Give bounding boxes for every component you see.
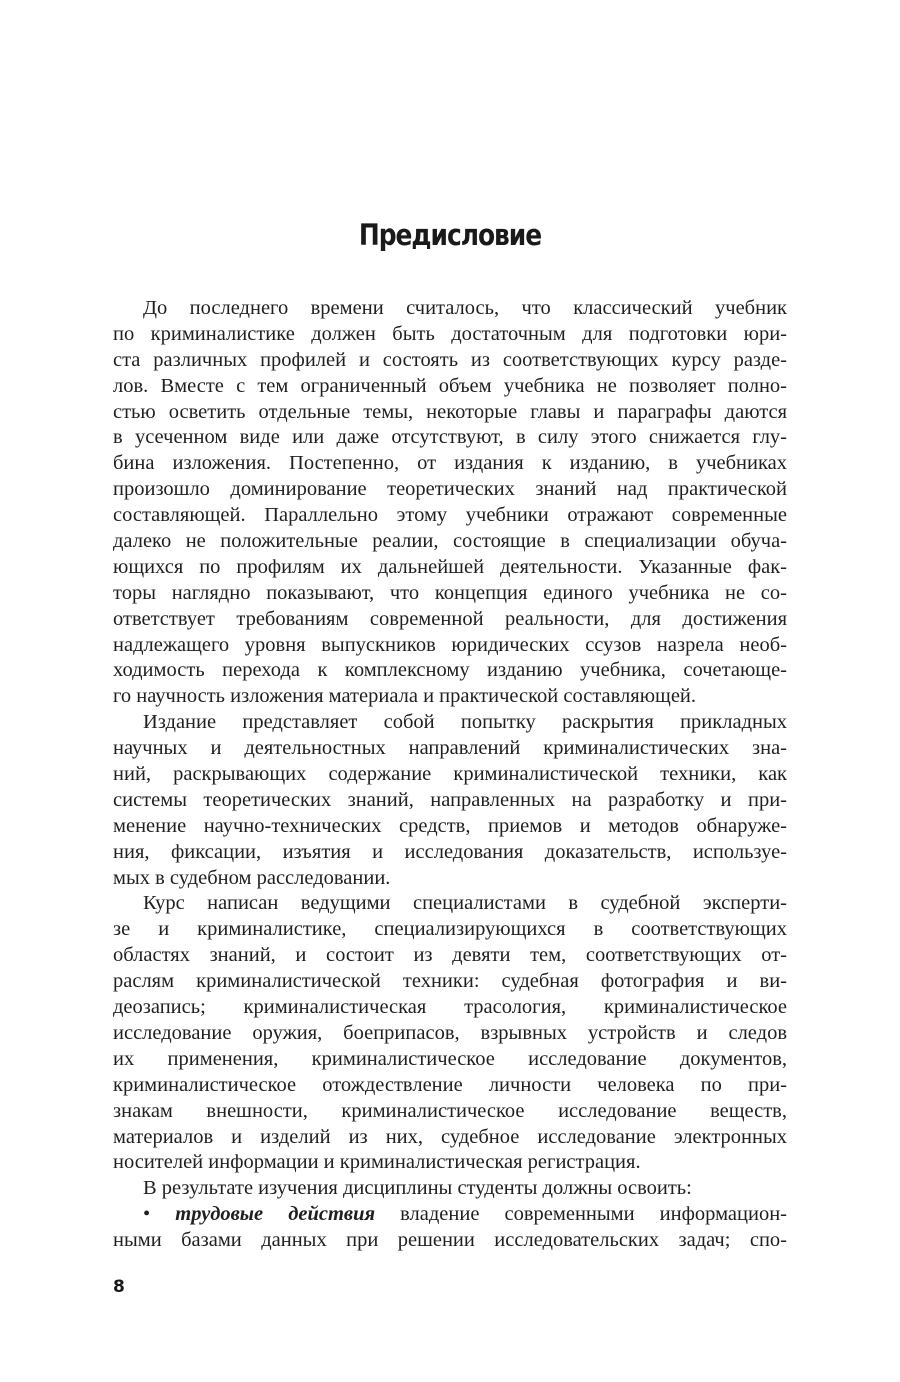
text-line: научных и деятельностных направлений криминалистических зна- <box>113 737 787 760</box>
page-title: Предисловие <box>358 218 542 252</box>
text-line: менение научно-технических средств, приемов и методов обнаруже- <box>113 814 787 837</box>
paragraph-1 <box>113 296 787 710</box>
text-line: материалов и изделий из них, судебное исследование электронных <box>113 1125 787 1148</box>
bullet-term: трудовые действия <box>175 1203 376 1226</box>
text-line: областях знаний, и состоит из девяти тем, соответствующих от- <box>113 944 787 967</box>
paragraph-2 <box>113 710 787 891</box>
text-line: ста различных профилей и состоять из соответствующих курсу разде- <box>113 348 787 371</box>
text-line: мых в судебном расследовании. <box>113 866 391 889</box>
paragraph-3 <box>113 891 787 1176</box>
text-line: бина изложения. Постепенно, от издания к изданию, в учебниках <box>113 452 787 475</box>
text-line: ходимость перехода к комплексному изданию учебника, сочетающе- <box>113 659 787 682</box>
bullet-text: владение современными информацион- <box>375 1203 788 1226</box>
text-line: деозапись; криминалистическая трасология, криминалистическое <box>113 996 787 1019</box>
text-line: составляющей. Параллельно этому учебники отражают современные <box>113 504 787 527</box>
text-line: ния, фиксации, изъятия и исследования доказательств, используе- <box>113 840 787 863</box>
text-line: носителей информации и криминалистическая регистрация. <box>113 1151 641 1174</box>
bullet-marker: • <box>143 1203 151 1226</box>
text-line: далеко не положительные реалии, состоящие в специализации обуча- <box>113 530 787 553</box>
body-text <box>113 296 787 1254</box>
text-line: криминалистическое отождествление личности человека по при- <box>113 1073 787 1096</box>
text-line: В результате изучения дисциплины студенты должны освоить: <box>143 1177 692 1200</box>
text-line: До последнего времени считалось, что классический учебник <box>143 297 787 319</box>
paragraph-4 <box>113 1176 787 1202</box>
text-line: ющихся по профилям их дальнейшей деятельности. Указанные фак- <box>113 555 787 578</box>
text-line: надлежащего уровня выпускников юридических ссузов назрела необ- <box>113 633 787 656</box>
text-line: исследование оружия, боеприпасов, взрывных устройств и следов <box>113 1021 787 1044</box>
bullet-item <box>113 1202 787 1254</box>
text-line: произошло доминирование теоретических знаний над практической <box>113 478 787 501</box>
text-line: го научность изложения материала и практической составляющей. <box>113 685 697 708</box>
text-line: системы теоретических знаний, направленных на разработку и при- <box>113 788 787 811</box>
text-line: ответствует требованиям современной реальности, для достижения <box>113 607 787 630</box>
text-line: Курс написан ведущими специалистами в судебной эксперти- <box>143 892 787 915</box>
text-line: ными базами данных при решении исследовательских задач; спо- <box>113 1229 787 1252</box>
text-line: их применения, криминалистическое исследование документов, <box>113 1047 787 1070</box>
text-line: ний, раскрывающих содержание криминалистической техники, как <box>113 763 787 786</box>
text-line: лов. Вместе с тем ограниченный объем учебника не позволяет полно- <box>113 374 787 397</box>
text-line: торы наглядно показывают, что концепция единого учебника не со- <box>113 581 787 604</box>
bullet-line <box>113 1202 787 1228</box>
page-number: 8 <box>113 1277 125 1297</box>
text-line: стью осветить отдельные темы, некоторые главы и параграфы даются <box>113 400 787 423</box>
text-line: в усеченном виде или даже отсутствуют, в силу этого снижается глу- <box>113 426 787 449</box>
text-line: раслям криминалистической техники: судебная фотография и ви- <box>113 970 787 993</box>
text-line: по криминалистике должен быть достаточным для подготовки юри- <box>113 322 787 345</box>
text-line: знакам внешности, криминалистическое исследование веществ, <box>113 1099 787 1122</box>
text-line: зе и криминалистике, специализирующихся в соответствующих <box>113 918 787 941</box>
text-line: Издание представляет собой попытку раскрытия прикладных <box>143 711 787 734</box>
